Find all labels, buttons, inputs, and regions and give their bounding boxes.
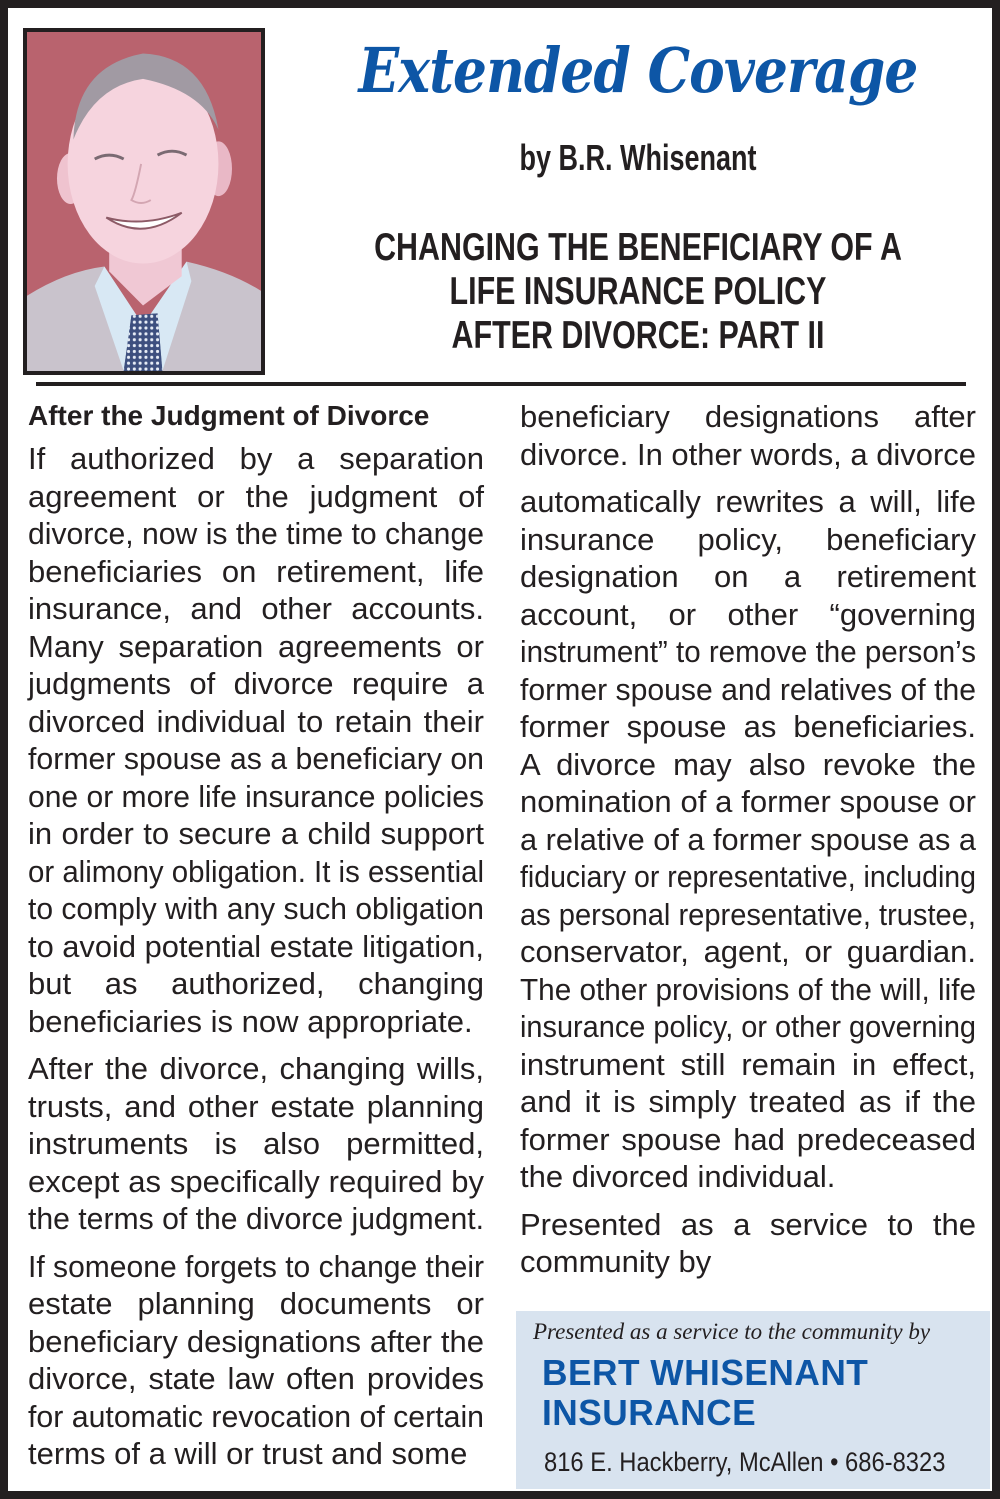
paragraph-gap: [28, 1040, 484, 1050]
left-column-body: [28, 440, 484, 1473]
paragraph-line: instrument still remain in effect,: [520, 1046, 976, 1082]
paragraph-line: to avoid potential estate litigation,: [28, 928, 484, 964]
paragraph-line: divorce, state law often provides: [28, 1361, 484, 1396]
sponsor-name: [542, 1353, 868, 1433]
paragraph-line: insurance policy, beneficiary: [520, 521, 976, 557]
paragraph-line: for automatic revocation of certain: [28, 1398, 484, 1434]
paragraph-line: automatically rewrites a will, life: [520, 484, 976, 519]
paragraph-line: as personal representative, trustee,: [520, 896, 976, 932]
paragraph-line: beneficiaries is now appropriate.: [28, 1003, 473, 1039]
article-paragraph: [520, 483, 976, 1196]
author-photo: [23, 28, 265, 375]
paragraph-line: If someone forgets to change their: [28, 1248, 484, 1284]
newspaper-column: [8, 8, 992, 1491]
paragraph-line: If authorized by a separation: [28, 441, 484, 476]
paragraph-line: terms of a will or trust and some: [28, 1436, 468, 1471]
sponsor-address: 816 E. Hackberry, McAllen • 686-8323: [544, 1447, 946, 1477]
paragraph-line: former spouse as a beneficiary on: [28, 741, 484, 776]
paragraph-line: trusts, and other estate planning: [28, 1088, 484, 1124]
article-column-right: [520, 398, 976, 1281]
paragraph-line: to comply with any such obligation: [28, 891, 484, 926]
paragraph-line: Presented as a service to the: [520, 1206, 976, 1242]
paragraph-line: in order to secure a child support: [28, 816, 484, 851]
sponsor-box: [516, 1311, 990, 1489]
sponsor-name-line: BERT WHISENANT: [542, 1352, 869, 1393]
paragraph-line: the terms of the divorce judgment.: [28, 1201, 484, 1236]
portrait-illustration: [27, 32, 261, 371]
paragraph-line: Many separation agreements or: [28, 628, 484, 664]
paragraph-line: judgments of divorce require a: [28, 666, 484, 701]
author-byline: by B.R. Whisenant: [519, 137, 757, 178]
paragraph-line: except as specifically required by: [28, 1163, 484, 1199]
paragraph-line: insurance policy, or other governing: [520, 1009, 976, 1044]
article-paragraph: [28, 440, 484, 1040]
paragraph-line: beneficiary designations after the: [28, 1323, 484, 1359]
paragraph-line: former spouse and relatives of the: [520, 671, 976, 707]
paragraph-line: community by: [520, 1244, 712, 1279]
right-column-body: [520, 398, 976, 1281]
article-paragraph: [28, 1050, 484, 1238]
article-paragraph: [520, 1206, 976, 1281]
paragraph-line: or alimony obligation. It is essential: [28, 853, 484, 889]
sponsor-name-line: INSURANCE: [542, 1392, 757, 1433]
paragraph-line: designation on a retirement: [520, 559, 976, 594]
paragraph-line: beneficiaries on retirement, life: [28, 553, 484, 589]
headline-line: CHANGING THE BENEFICIARY OF A: [374, 226, 902, 269]
paragraph-line: account, or other “governing: [520, 596, 976, 632]
paragraph-gap: [520, 1196, 976, 1206]
article-headline: [342, 226, 935, 358]
paragraph-line: insurance, and other accounts.: [28, 591, 484, 626]
sponsor-tagline: Presented as a service to the community by: [533, 1319, 931, 1344]
paragraph-line: divorce. In other words, a divorce: [520, 436, 976, 472]
paragraph-line: conservator, agent, or guardian.: [520, 934, 976, 969]
paragraph-line: divorce, now is the time to change: [28, 516, 484, 551]
paragraph-line: divorced individual to retain their: [28, 703, 484, 739]
paragraph-line: and it is simply treated as if the: [520, 1084, 976, 1119]
paragraph-line: former spouse as beneficiaries.: [520, 709, 976, 744]
paragraph-gap: [28, 1238, 484, 1248]
paragraph-line: A divorce may also revoke the: [520, 746, 976, 782]
article-paragraph: [520, 398, 976, 473]
paragraph-line: After the divorce, changing wills,: [28, 1051, 484, 1086]
paragraph-line: agreement or the judgment of: [28, 478, 484, 514]
column-title: Extended Coverage: [358, 34, 918, 107]
article-paragraph: [28, 1248, 484, 1473]
paragraph-line: former spouse had predeceased: [520, 1121, 976, 1157]
paragraph-line: nomination of a former spouse or: [520, 784, 976, 819]
paragraph-line: the divorced individual.: [520, 1159, 836, 1194]
paragraph-line: beneficiary designations after: [520, 399, 976, 434]
paragraph-line: instruments is also permitted,: [28, 1126, 484, 1161]
paragraph-line: fiduciary or representative, including: [520, 859, 976, 894]
headline-line: LIFE INSURANCE POLICY: [449, 270, 827, 313]
article-column-left: [28, 398, 484, 1473]
section-subhead: After the Judgment of Divorce: [28, 400, 430, 431]
paragraph-gap: [520, 473, 976, 483]
paragraph-line: but as authorized, changing: [28, 966, 484, 1001]
paragraph-line: one or more life insurance policies: [28, 778, 484, 814]
paragraph-line: a relative of a former spouse as a: [520, 821, 976, 857]
paragraph-line: estate planning documents or: [28, 1286, 484, 1321]
paragraph-line: The other provisions of the will, life: [520, 971, 976, 1007]
header-divider: [36, 382, 966, 386]
paragraph-line: instrument” to remove the person’s: [520, 634, 976, 669]
headline-line: AFTER DIVORCE: PART II: [451, 314, 825, 357]
